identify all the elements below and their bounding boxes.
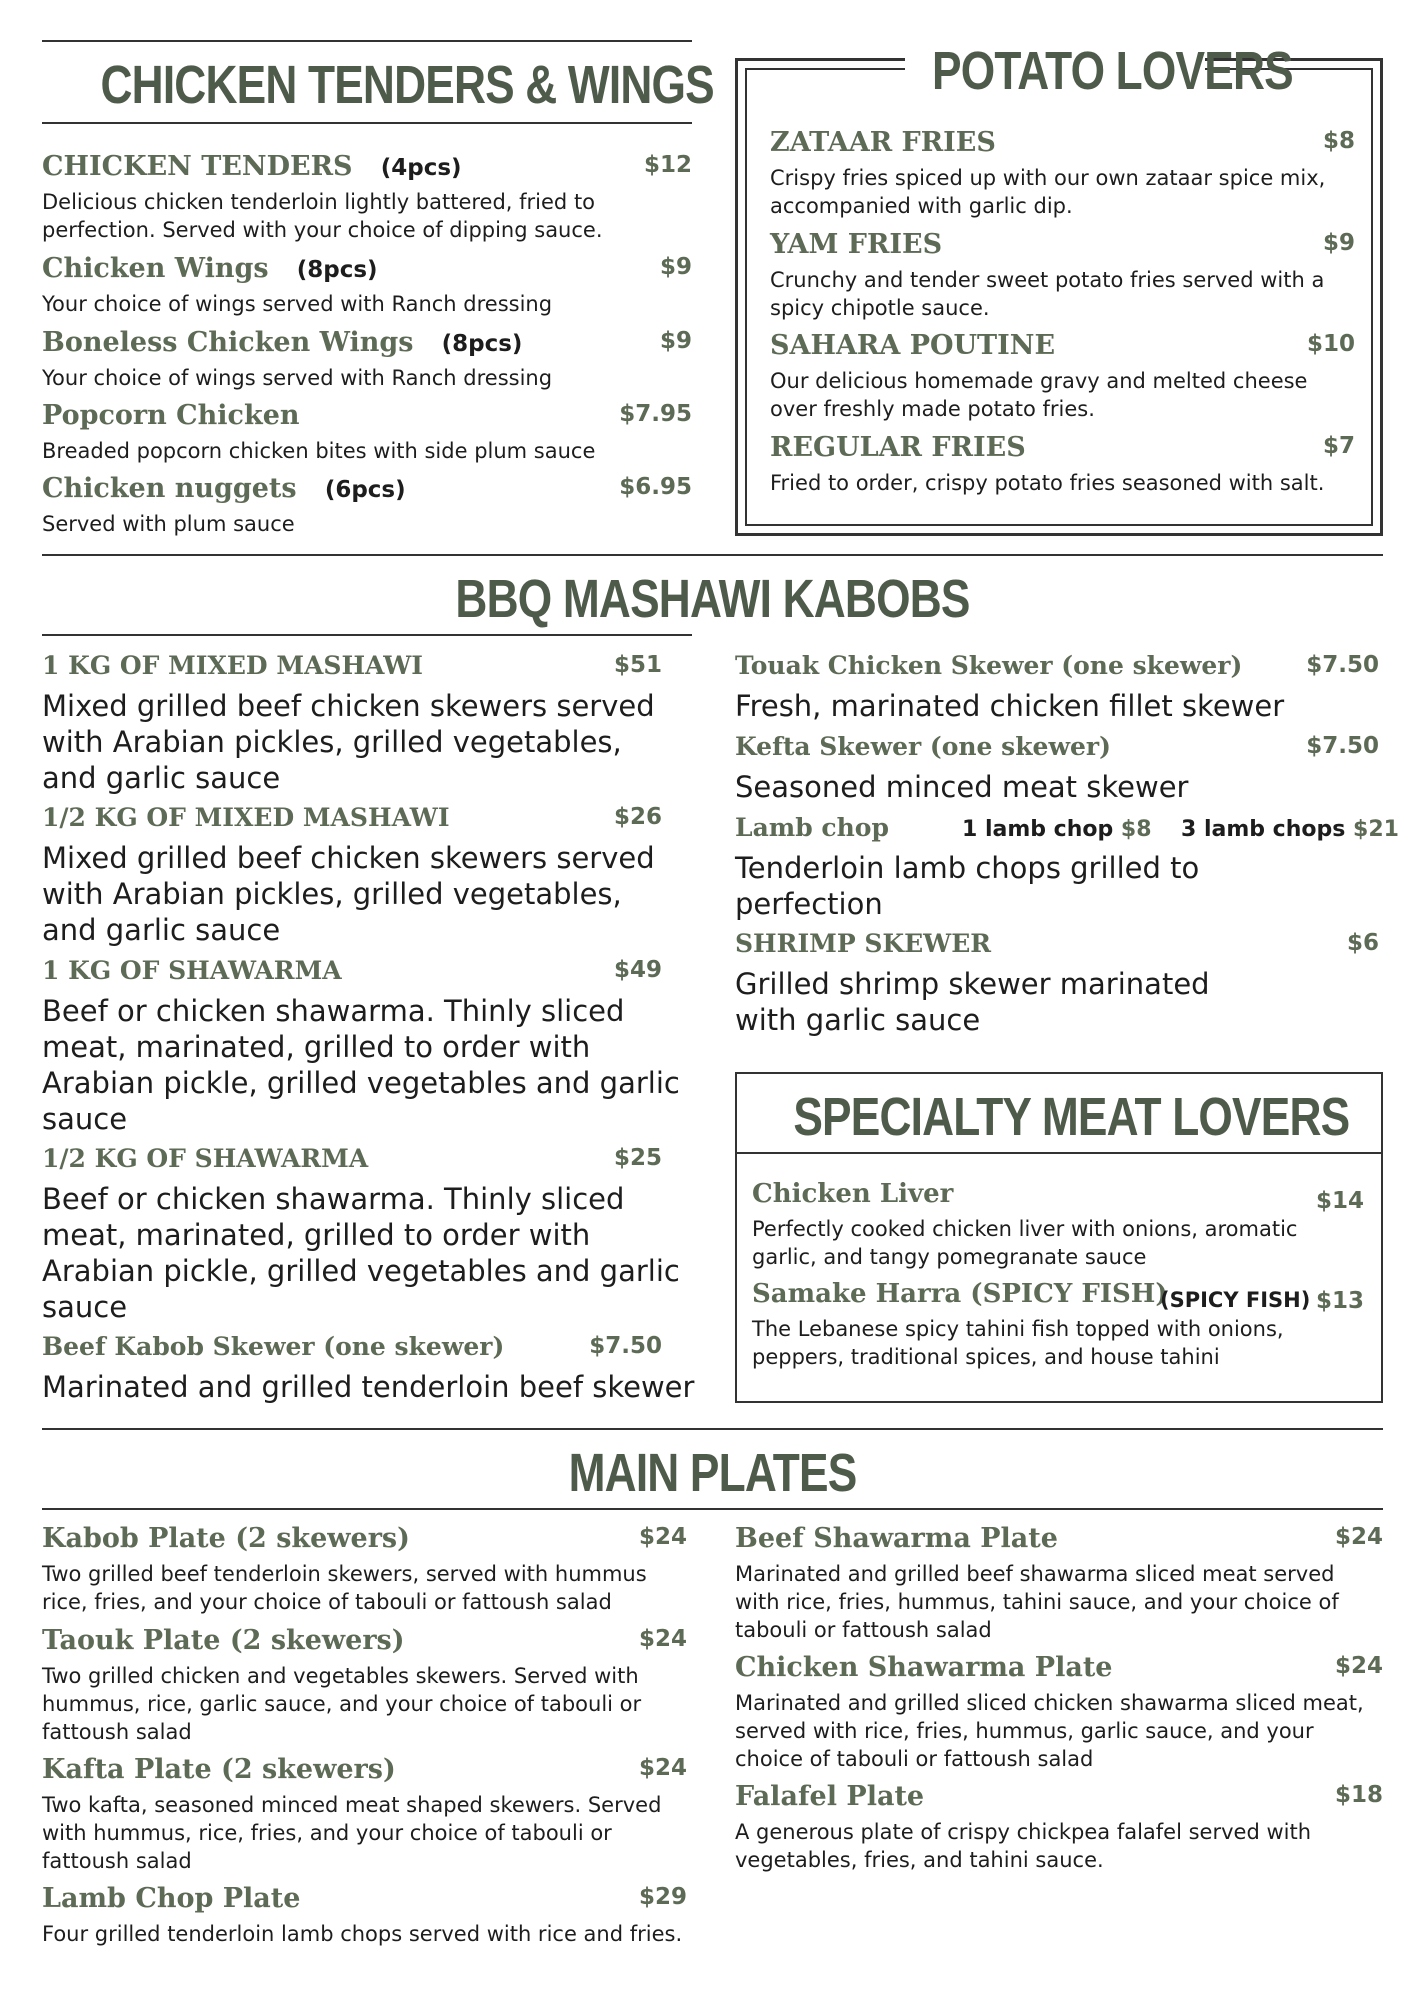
item-price: $8 <box>1322 128 1355 154</box>
section-title-chicken: CHICKEN TENDERS & WINGS <box>100 55 714 115</box>
section-title-bbq: BBQ MASHAWI KABOBS <box>455 569 970 629</box>
item-name: Chicken Shawarma Plate <box>735 1652 1113 1683</box>
menu-item <box>42 328 692 398</box>
item-price: $7.50 <box>1306 733 1379 759</box>
menu-item <box>42 1626 687 1750</box>
item-qty: (6pcs) <box>324 477 406 503</box>
item-description: Breaded popcorn chicken bites with side plum sauce <box>42 439 596 463</box>
item-description: Two grilled beef tenderloin skewers, served with hummus rice, fries, and your choice of tabouli or fattoush salad <box>42 1562 647 1614</box>
item-price: $6.95 <box>619 474 692 500</box>
item-description: Tenderloin lamb chops grilled to perfection <box>735 851 1200 921</box>
menu-item <box>42 956 680 1142</box>
item-price: $29 <box>638 1884 687 1910</box>
item-name: Chicken Liver <box>752 1179 954 1209</box>
menu-item <box>42 1884 687 1954</box>
item-description: Our delicious homemade gravy and melted cheese over freshly made potato fries. <box>770 369 1308 421</box>
menu-item <box>735 930 1379 1042</box>
divider <box>42 122 692 124</box>
item-price: $6 <box>1346 930 1379 956</box>
item-price: $7.95 <box>619 401 692 427</box>
item-description: Your choice of wings served with Ranch dressing <box>42 292 553 316</box>
item-description: Your choice of wings served with Ranch dressing <box>42 366 553 390</box>
item-description: Grilled shrimp skewer marinated with garlic sauce <box>735 967 1210 1037</box>
lamb-option-label: 3 lamb chops <box>1181 817 1346 842</box>
item-price: $7.50 <box>1306 652 1379 678</box>
divider <box>42 634 692 636</box>
menu-item <box>735 1524 1383 1648</box>
lamb-option-label: 1 lamb chop <box>962 817 1114 842</box>
lamb-option-price: $21 <box>1353 817 1399 842</box>
item-price: $10 <box>1306 331 1355 357</box>
item-name: REGULAR FRIES <box>770 432 1026 463</box>
item-name: Kabob Plate (2 skewers) <box>42 1523 410 1554</box>
item-price: $9 <box>1322 230 1355 256</box>
section-title-specialty: SPECIALTY MEAT LOVERS <box>793 1087 1350 1147</box>
item-name: Taouk Plate (2 skewers) <box>42 1625 405 1656</box>
lamb-option-price: $8 <box>1120 817 1152 842</box>
item-name: Lamb Chop Plate <box>42 1883 301 1914</box>
item-description: Crispy fries spiced up with our own zataar spice mix, accompanied with garlic dip. <box>770 166 1326 218</box>
item-description: Seasoned minced meat skewer <box>735 770 1189 804</box>
item-name: 1 KG OF MIXED MASHAWI <box>42 651 423 680</box>
menu-item <box>735 1653 1383 1777</box>
item-name: Beef Shawarma Plate <box>735 1523 1058 1554</box>
item-description: A generous plate of crispy chickpea falafel served with vegetables, fries, and tahini sauce. <box>735 1820 1312 1872</box>
item-name: Touak Chicken Skewer (one skewer) <box>735 651 1243 680</box>
divider <box>42 554 1383 556</box>
item-name: Falafel Plate <box>735 1781 925 1812</box>
item-description: Two grilled chicken and vegetables skewers. Served with hummus, rice, garlic sauce, and your choice of tabouli or fattoush salad <box>42 1664 642 1744</box>
menu-item <box>752 1280 1364 1372</box>
item-price: $24 <box>1334 1524 1383 1550</box>
item-description: Crunchy and tender sweet potato fries served with a spicy chipotle sauce. <box>770 268 1325 320</box>
menu-item <box>735 733 1379 808</box>
divider <box>42 1508 1383 1510</box>
item-description: Two kafta, seasoned minced meat shaped skewers. Served with hummus, rice, fries, and your choice of tabouli or fattoush salad <box>42 1793 662 1873</box>
item-qty: (4pcs) <box>380 155 462 181</box>
divider <box>42 1428 1383 1430</box>
item-description: Served with plum sauce <box>42 512 295 536</box>
menu-item <box>42 804 662 954</box>
menu-item <box>42 152 692 248</box>
menu-item <box>735 652 1379 727</box>
menu-item <box>770 331 1355 421</box>
divider <box>42 40 692 42</box>
item-price: $49 <box>613 957 662 983</box>
menu-item <box>735 1782 1383 1878</box>
divider <box>735 1152 1383 1154</box>
menu-item <box>42 1524 687 1620</box>
menu-item <box>42 254 692 324</box>
item-description: Fresh, marinated chicken fillet skewer <box>735 689 1285 723</box>
menu-item <box>770 128 1355 218</box>
item-name: ZATAAR FRIES <box>770 127 996 158</box>
item-name: Popcorn Chicken <box>42 400 300 431</box>
item-price: $26 <box>613 804 662 830</box>
item-price: $24 <box>638 1626 687 1652</box>
item-name: 1 KG OF SHAWARMA <box>42 956 342 985</box>
item-description: The Lebanese spicy tahini fish topped with onions, peppers, traditional spices, and house tahini <box>752 1317 1284 1369</box>
section-title-main: MAIN PLATES <box>568 1443 857 1503</box>
menu-item <box>42 1755 687 1879</box>
item-price: $24 <box>1334 1653 1383 1679</box>
item-description: Four grilled tenderloin lamb chops served with rice and fries. <box>42 1922 683 1946</box>
item-price: $7.50 <box>589 1333 662 1359</box>
item-description: Marinated and grilled tenderloin beef skewer <box>42 1370 695 1404</box>
item-name: YAM FRIES <box>770 229 943 260</box>
item-description: Fried to order, crispy potato fries seasoned with salt. <box>770 471 1325 495</box>
menu-item <box>42 652 662 802</box>
item-name: Beef Kabob Skewer (one skewer) <box>42 1332 505 1361</box>
lamb-option <box>1181 817 1399 842</box>
menu-item <box>42 474 692 544</box>
item-price: $9 <box>659 328 692 354</box>
item-price: $25 <box>613 1145 662 1171</box>
item-name: 1/2 KG OF SHAWARMA <box>42 1144 369 1173</box>
item-name: Chicken nuggets <box>42 473 297 504</box>
item-name: SAHARA POUTINE <box>770 330 1056 361</box>
menu-item <box>770 433 1355 493</box>
item-name: CHICKEN TENDERS <box>42 151 353 182</box>
item-price: $24 <box>638 1524 687 1550</box>
menu-item <box>42 1332 695 1413</box>
item-description: Marinated and grilled beef shawarma sliced meat served with rice, fries, hummus, tahini sauce, and your choice of tabouli or fattoush salad <box>735 1562 1339 1642</box>
item-description: Beef or chicken shawarma. Thinly sliced meat, marinated, grilled to order with Arabian pickle, grilled vegetables and garlic sauce <box>42 994 680 1136</box>
item-description: Beef or chicken shawarma. Thinly sliced meat, marinated, grilled to order with Arabian pickle, grilled vegetables and garlic sauce <box>42 1182 680 1324</box>
item-name: Lamb chop <box>735 813 889 842</box>
item-name: 1/2 KG OF MIXED MASHAWI <box>42 803 450 832</box>
item-name: Kafta Plate (2 skewers) <box>42 1754 396 1785</box>
item-price: $14 <box>1315 1188 1364 1214</box>
item-price: $12 <box>643 152 692 178</box>
item-price: $18 <box>1334 1782 1383 1808</box>
item-extra: (SPICY FISH) <box>1160 1288 1311 1312</box>
item-qty: (8pcs) <box>296 257 378 283</box>
menu-item <box>770 230 1355 320</box>
item-description: Mixed grilled beef chicken skewers served with Arabian pickles, grilled vegetables, and garlic sauce <box>42 689 655 795</box>
item-name: Samake Harra (SPICY FISH) <box>752 1279 1168 1309</box>
item-price: $7 <box>1322 433 1355 459</box>
lamb-option <box>962 817 1152 842</box>
item-price: $51 <box>613 652 662 678</box>
item-qty: (8pcs) <box>441 331 523 357</box>
item-name: Kefta Skewer (one skewer) <box>735 732 1111 761</box>
item-name: Boneless Chicken Wings <box>42 327 414 358</box>
item-description: Delicious chicken tenderloin lightly battered, fried to perfection. Served with your choice of dipping sauce. <box>42 190 603 242</box>
item-name: SHRIMP SKEWER <box>735 929 992 958</box>
menu-item <box>42 1144 680 1330</box>
item-price: $13 <box>1315 1288 1364 1314</box>
item-description: Perfectly cooked chicken liver with onions, aromatic garlic, and tangy pomegranate sauce <box>752 1217 1298 1269</box>
item-name: Chicken Wings <box>42 253 269 284</box>
item-description: Mixed grilled beef chicken skewers served with Arabian pickles, grilled vegetables, and garlic sauce <box>42 841 655 947</box>
item-description: Marinated and grilled sliced chicken shawarma sliced meat, served with rice, fries, hummus, garlic sauce, and your choice of tabouli or fattoush salad <box>735 1691 1364 1771</box>
item-price: $9 <box>659 254 692 280</box>
menu-item <box>42 401 692 471</box>
menu-item <box>752 1180 1364 1272</box>
section-title-potato: POTATO LOVERS <box>932 41 1293 101</box>
menu-item <box>735 813 1399 926</box>
item-price: $24 <box>638 1755 687 1781</box>
